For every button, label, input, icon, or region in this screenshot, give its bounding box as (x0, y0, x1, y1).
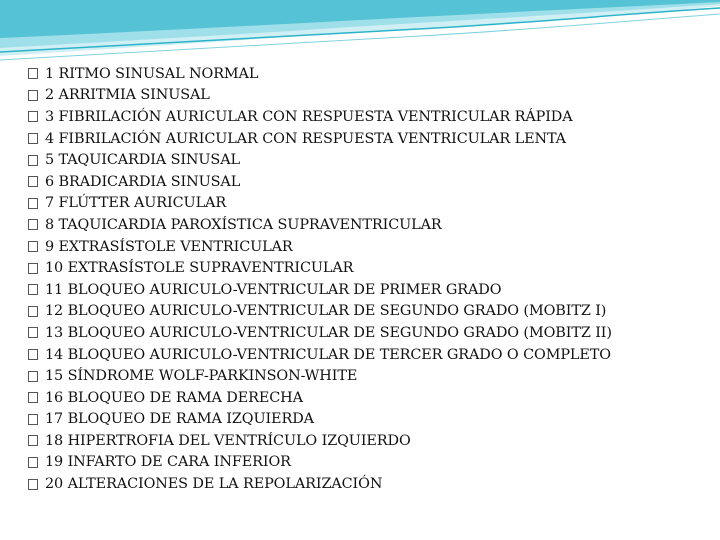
checkbox-icon (28, 241, 38, 252)
checkbox-icon (28, 414, 38, 425)
list-item-text: 6 BRADICARDIA SINUSAL (45, 173, 241, 190)
decorative-wave-header (0, 0, 720, 70)
list-item-text: 1 RITMO SINUSAL NORMAL (45, 65, 259, 82)
checkbox-icon (28, 176, 38, 187)
checkbox-icon (28, 155, 38, 166)
list-item-text: 13 BLOQUEO AURICULO-VENTRICULAR DE SEGUNDO GRADO (MOBITZ II) (45, 324, 612, 341)
list-item-text: 12 BLOQUEO AURICULO-VENTRICULAR DE SEGUNDO GRADO (MOBITZ I) (45, 303, 607, 320)
list-item (28, 365, 612, 387)
checkbox-icon (28, 198, 38, 209)
list-item-text: 10 EXTRASÍSTOLE SUPRAVENTRICULAR (45, 260, 354, 277)
list-item (28, 452, 612, 474)
list-item-text: 3 FIBRILACIÓN AURICULAR CON RESPUESTA VENTRICULAR RÁPIDA (45, 108, 573, 125)
list-item (28, 193, 612, 215)
list-item-text: 20 ALTERACIONES DE LA REPOLARIZACIÓN (45, 476, 383, 493)
list-item-text: 9 EXTRASÍSTOLE VENTRICULAR (45, 238, 293, 255)
checkbox-icon (28, 133, 38, 144)
list-item-text: 14 BLOQUEO AURICULO-VENTRICULAR DE TERCER GRADO O COMPLETO (45, 346, 611, 363)
list-item-text: 11 BLOQUEO AURICULO-VENTRICULAR DE PRIMER GRADO (45, 281, 502, 298)
checkbox-icon (28, 371, 38, 382)
list-item-text: 4 FIBRILACIÓN AURICULAR CON RESPUESTA VENTRICULAR LENTA (45, 130, 566, 147)
list-item-text: 8 TAQUICARDIA PAROXÍSTICA SUPRAVENTRICULAR (45, 216, 442, 233)
list-item (28, 128, 612, 150)
checkbox-icon (28, 90, 38, 101)
list-item (28, 171, 612, 193)
list-item (28, 322, 612, 344)
list-item-text: 16 BLOQUEO DE RAMA DERECHA (45, 389, 303, 406)
checkbox-icon (28, 219, 38, 230)
list-item (28, 409, 612, 431)
list-item-text: 19 INFARTO DE CARA INFERIOR (45, 454, 291, 471)
checkbox-icon (28, 306, 38, 317)
checkbox-icon (28, 457, 38, 468)
list-item-text: 2 ARRITMIA SINUSAL (45, 87, 210, 104)
list-item (28, 85, 612, 107)
list-item (28, 149, 612, 171)
checkbox-icon (28, 479, 38, 490)
list-item-text: 15 SÍNDROME WOLF-PARKINSON-WHITE (45, 368, 358, 385)
list-item-text: 7 FLÚTTER AURICULAR (45, 195, 227, 212)
checkbox-icon (28, 327, 38, 338)
checkbox-icon (28, 263, 38, 274)
checkbox-icon (28, 284, 38, 295)
list-item (28, 387, 612, 409)
list-item (28, 279, 612, 301)
list-item (28, 430, 612, 452)
list-item-text: 17 BLOQUEO DE RAMA IZQUIERDA (45, 411, 314, 428)
list-item (28, 473, 612, 495)
checkbox-icon (28, 435, 38, 446)
list-item-text: 5 TAQUICARDIA SINUSAL (45, 152, 240, 169)
list-item (28, 257, 612, 279)
checkbox-icon (28, 349, 38, 360)
checkbox-icon (28, 68, 38, 79)
list-item (28, 344, 612, 366)
checkbox-icon (28, 111, 38, 122)
list-item-text: 18 HIPERTROFIA DEL VENTRÍCULO IZQUIERDO (45, 432, 411, 449)
list-item (28, 214, 612, 236)
checkbox-icon (28, 392, 38, 403)
list-item (28, 106, 612, 128)
list-item (28, 63, 612, 85)
list-item (28, 301, 612, 323)
list-item (28, 236, 612, 258)
ecg-diagnosis-list (28, 63, 612, 495)
